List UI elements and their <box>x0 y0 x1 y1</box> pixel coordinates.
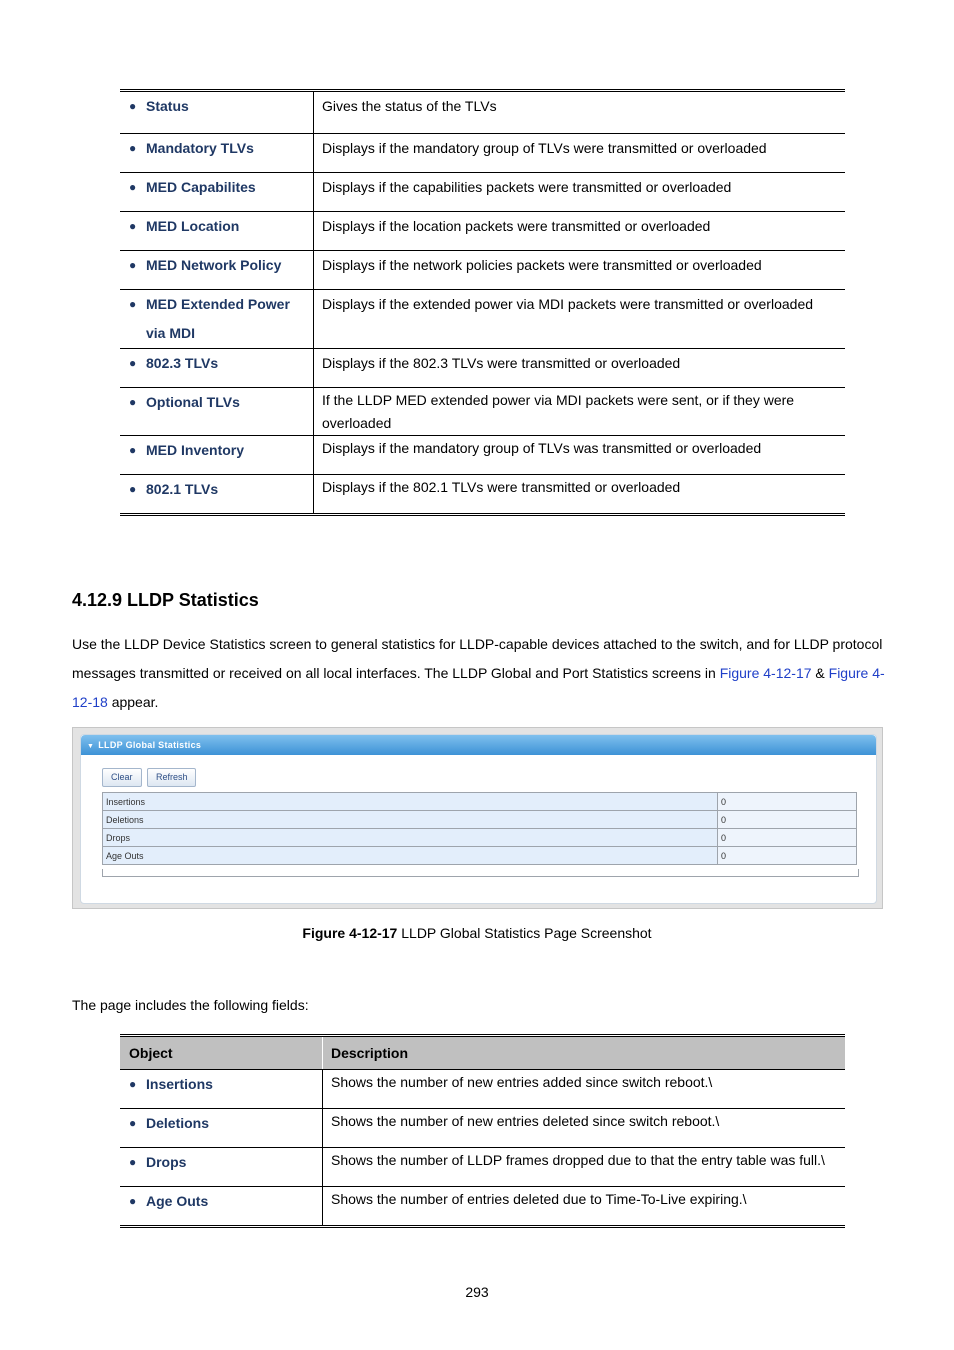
object-description: Displays if the mandatory group of TLVs was transmitted or overloaded <box>322 440 762 456</box>
header-description: Description <box>323 1036 846 1070</box>
stat-label: Insertions <box>103 793 718 811</box>
object-description: Displays if the network policies packets were transmitted or overloaded <box>322 257 762 273</box>
bullet-icon: ● <box>129 258 137 272</box>
table-row <box>103 793 857 811</box>
table-row <box>120 91 845 134</box>
fields-table <box>120 1034 845 1228</box>
object-description: Displays if the capabilities packets were transmitted or overloaded <box>322 179 732 195</box>
object-name: 802.3 TLVs <box>146 355 219 371</box>
table-row <box>120 436 845 475</box>
table-row <box>103 811 857 829</box>
page-number: 293 <box>465 1284 489 1300</box>
table-row <box>120 1187 845 1227</box>
object-name: Drops <box>146 1154 187 1170</box>
table-header-row <box>120 1036 845 1070</box>
object-name: MED Capabilites <box>146 179 256 195</box>
object-name: MED Extended Power via MDI <box>146 296 290 341</box>
paragraph-text: appear. <box>107 694 159 710</box>
paragraph-text: Use the LLDP Device Statistics screen to general statistics for LLDP-capable devices attached to the switch, and for LLDP protocol messages transmitted or received on all local interfaces. The LLDP Global and Port Statistics screens in <box>72 636 883 681</box>
object-description: Shows the number of LLDP frames dropped due to that the entry table was full.\ <box>331 1152 825 1168</box>
table-row <box>120 290 845 349</box>
figure-link[interactable]: Figure 4-12-17 <box>719 665 812 681</box>
object-name: Mandatory TLVs <box>146 140 254 156</box>
table-footer <box>102 869 859 877</box>
bullet-icon: ● <box>129 297 137 311</box>
stat-value: 0 <box>718 829 857 847</box>
caption-text: LLDP Global Statistics Page Screenshot <box>397 925 652 941</box>
object-name: Deletions <box>146 1115 210 1131</box>
clear-button[interactable]: Clear <box>102 768 142 787</box>
table-row <box>120 349 845 388</box>
object-description: Displays if the 802.3 TLVs were transmitted or overloaded <box>322 355 681 371</box>
paragraph-text: & <box>811 665 829 681</box>
table-row <box>120 251 845 290</box>
tlv-table <box>120 89 845 516</box>
table-row <box>120 134 845 173</box>
table-row <box>103 829 857 847</box>
stat-label: Age Outs <box>103 847 718 865</box>
stat-label: Deletions <box>103 811 718 829</box>
panel-title: LLDP Global Statistics <box>98 740 202 750</box>
object-description: Shows the number of new entries deleted since switch reboot.\ <box>331 1113 720 1129</box>
lldp-global-statistics-panel <box>80 734 877 904</box>
table-row <box>120 173 845 212</box>
figure-link[interactable]: Figure 4-12-18 <box>72 665 885 710</box>
table-row <box>120 1070 845 1109</box>
object-name: 802.1 TLVs <box>146 481 219 497</box>
bullet-icon: ● <box>129 443 137 457</box>
object-name: Age Outs <box>146 1193 209 1209</box>
object-name: MED Network Policy <box>146 257 282 273</box>
bullet-icon: ● <box>129 99 137 113</box>
object-name: Insertions <box>146 1076 213 1092</box>
object-name: MED Location <box>146 218 240 234</box>
object-name: Status <box>146 98 189 114</box>
object-name: MED Inventory <box>146 442 245 458</box>
object-description: Displays if the location packets were transmitted or overloaded <box>322 218 711 234</box>
table-row <box>120 388 845 436</box>
object-description: Displays if the extended power via MDI packets were transmitted or overloaded <box>322 296 814 312</box>
bullet-icon: ● <box>129 1194 137 1208</box>
intro-text: The page includes the following fields: <box>72 997 309 1013</box>
section-paragraph <box>72 630 887 717</box>
header-object: Object <box>120 1036 323 1070</box>
table-row <box>120 1109 845 1148</box>
bullet-icon: ● <box>129 141 137 155</box>
object-description: Gives the status of the TLVs <box>322 98 497 114</box>
statistics-screenshot <box>72 727 883 909</box>
table-row <box>103 847 857 865</box>
statistics-table <box>102 792 857 865</box>
object-description: Shows the number of new entries added since switch reboot.\ <box>331 1074 713 1090</box>
table-row <box>120 212 845 251</box>
table-row <box>120 475 845 515</box>
object-name: Optional TLVs <box>146 394 240 410</box>
stat-value: 0 <box>718 847 857 865</box>
bullet-icon: ● <box>129 356 137 370</box>
bullet-icon: ● <box>129 1116 137 1130</box>
bullet-icon: ● <box>129 482 137 496</box>
collapse-triangle-icon[interactable]: ▼ <box>87 743 95 750</box>
figure-caption <box>0 925 954 941</box>
button-bar <box>102 767 197 787</box>
refresh-button[interactable]: Refresh <box>147 768 197 787</box>
object-description: If the LLDP MED extended power via MDI packets were sent, or if they were overloaded <box>322 392 795 431</box>
section-heading: 4.12.9 LLDP Statistics <box>72 590 259 610</box>
object-description: Displays if the mandatory group of TLVs were transmitted or overloaded <box>322 140 767 156</box>
bullet-icon: ● <box>129 219 137 233</box>
object-description: Shows the number of entries deleted due to Time-To-Live expiring.\ <box>331 1191 747 1207</box>
object-description: Displays if the 802.1 TLVs were transmitted or overloaded <box>322 479 681 495</box>
bullet-icon: ● <box>129 180 137 194</box>
bullet-icon: ● <box>129 395 137 409</box>
table-row <box>120 1148 845 1187</box>
bullet-icon: ● <box>129 1077 137 1091</box>
panel-titlebar[interactable] <box>81 735 876 755</box>
stat-label: Drops <box>103 829 718 847</box>
caption-label: Figure 4-12-17 <box>302 925 398 941</box>
bullet-icon: ● <box>129 1155 137 1169</box>
stat-value: 0 <box>718 811 857 829</box>
stat-value: 0 <box>718 793 857 811</box>
